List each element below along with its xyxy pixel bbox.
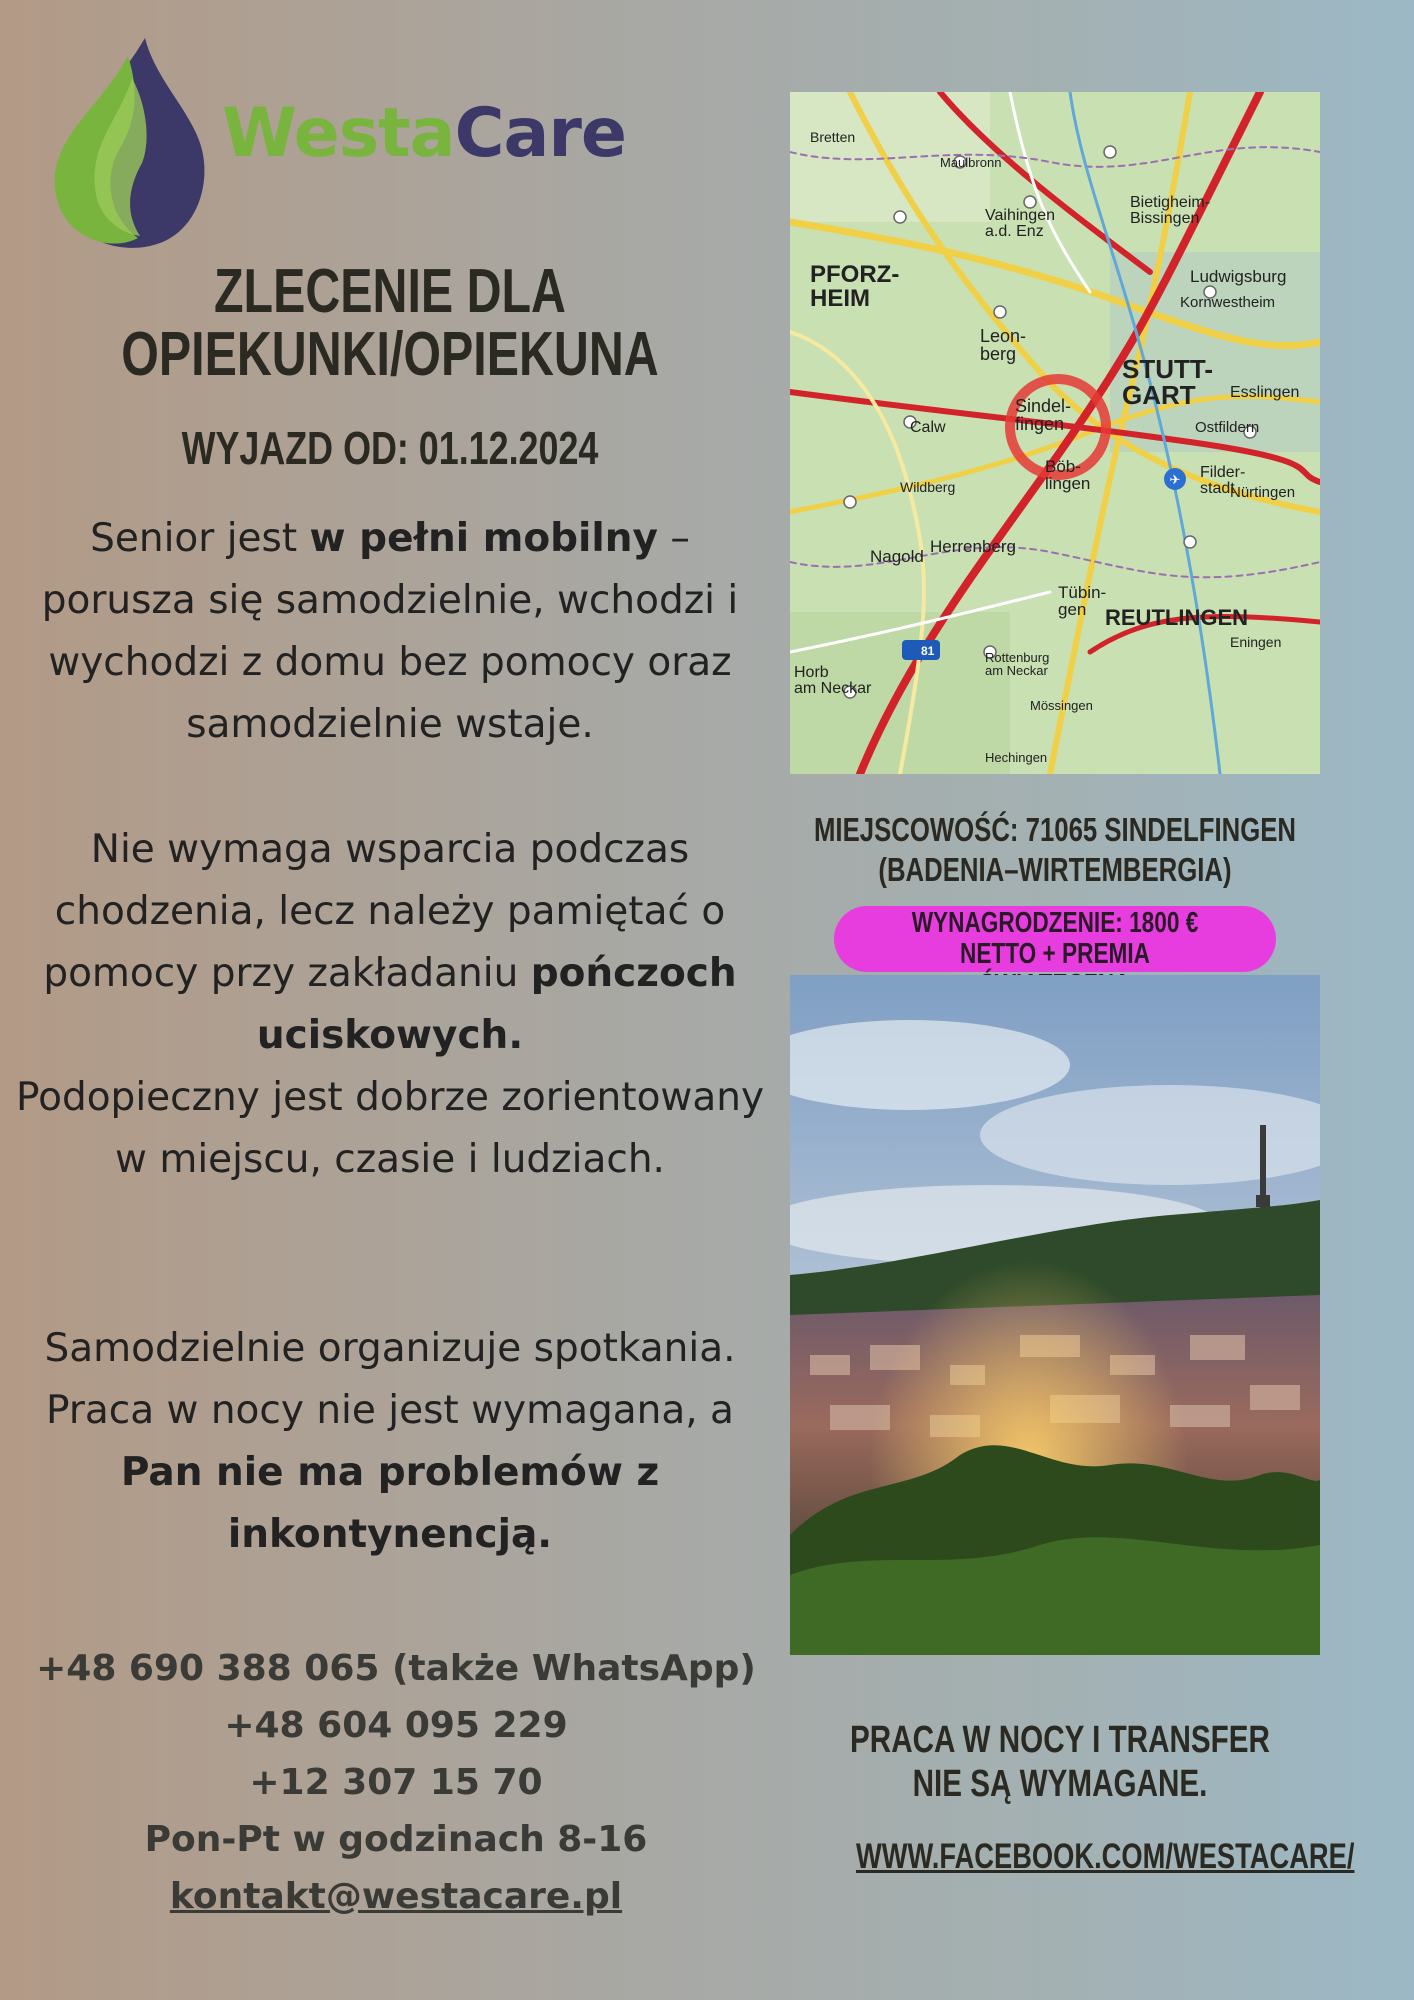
map-label: Bretten bbox=[810, 129, 856, 145]
map-label: PFORZ-HEIM bbox=[810, 261, 900, 312]
departure-date: WYJAZD OD: 01.12.2024 bbox=[181, 422, 599, 474]
p2-text-c: Podopieczny jest dobrze zorientowany w miejscu, czasie i ludziach. bbox=[15, 1075, 765, 1182]
phone-secondary[interactable]: +48 604 095 229 bbox=[224, 1705, 568, 1746]
p2-text-bold: pończoch uciskowych. bbox=[256, 951, 737, 1058]
night-work-note: PRACA W NOCY I TRANSFER NIE SĄ WYMAGANE. bbox=[850, 1719, 1270, 1805]
brand-wordmark bbox=[222, 94, 627, 173]
title-line1: ZLECENIE DLA bbox=[214, 257, 566, 326]
map-label: Nürtingen bbox=[1230, 484, 1296, 501]
stuttgart-city-photo bbox=[790, 975, 1320, 1655]
salary-line2: NETTO + PREMIA bbox=[959, 938, 1151, 970]
map-label: Esslingen bbox=[1230, 384, 1300, 401]
location-label: MIEJSCOWOŚĆ: 71065 SINDELFINGEN (BADENIA–WIRTEMBERGIA) bbox=[813, 811, 1297, 888]
phone-primary[interactable]: +48 690 388 065 (także WhatsApp) bbox=[36, 1648, 756, 1689]
map-label: Nagold bbox=[870, 547, 924, 566]
map-label: Ludwigsburg bbox=[1190, 267, 1287, 286]
map-label: Sindel-fingen bbox=[1015, 396, 1072, 434]
map-label: Bietigheim-Bissingen bbox=[1130, 194, 1211, 227]
brand-name-part2: Care bbox=[454, 94, 627, 173]
map-label: Filder-stadt bbox=[1200, 464, 1246, 497]
map-label: Wildberg bbox=[900, 479, 956, 495]
organization-paragraph bbox=[12, 1318, 768, 1566]
brand-name-part1: Westa bbox=[222, 94, 455, 173]
flame-drop-icon bbox=[55, 38, 205, 248]
map-label: Ostfildern bbox=[1195, 419, 1260, 436]
p3-text-a: Samodzielnie organizuje spotkania. Praca w nocy nie jest wymagana, a bbox=[44, 1326, 736, 1433]
map-label: Herrenberg bbox=[930, 537, 1016, 556]
p3-text-bold: Pan nie ma problemów z inkontynencją. bbox=[120, 1450, 660, 1557]
map-label: Böb-lingen bbox=[1045, 457, 1091, 493]
map-label: Eningen bbox=[1230, 634, 1282, 650]
office-hours: Pon-Pt w godzinach 8-16 bbox=[144, 1819, 648, 1860]
map-label: Tübin-gen bbox=[1058, 583, 1107, 619]
map-label: Calw bbox=[910, 419, 946, 436]
map-label: 81 bbox=[921, 644, 935, 658]
email-link[interactable]: kontakt@westacare.pl bbox=[169, 1876, 623, 1917]
support-paragraph bbox=[12, 819, 768, 1191]
phone-tertiary[interactable]: +12 307 15 70 bbox=[249, 1762, 543, 1803]
map-label: STUTT-GART bbox=[1122, 354, 1213, 410]
map-label: Leon-berg bbox=[980, 326, 1027, 364]
mobility-paragraph bbox=[12, 508, 768, 756]
map-label: REUTLINGEN bbox=[1105, 605, 1248, 630]
title-line2: OPIEKUNKI/OPIEKUNA bbox=[121, 320, 659, 389]
p1-text-c: – porusza się samodzielnie, wchodzi i wychodzi z domu bez pomocy oraz samodzielnie wstaje. bbox=[41, 516, 739, 747]
map-label: Horb am Neckar bbox=[794, 664, 872, 697]
map-label: Kornwestheim bbox=[1180, 294, 1276, 311]
salary-line1: WYNAGRODZENIE: 1800 € bbox=[911, 907, 1199, 939]
map-label: Hechingen bbox=[985, 750, 1048, 765]
facebook-link[interactable]: WWW.FACEBOOK.COM/WESTACARE/ bbox=[856, 1837, 1355, 1876]
svg-text:✈: ✈ bbox=[1169, 473, 1181, 488]
p1-text-bold: w pełni mobilny bbox=[309, 516, 658, 561]
p1-text-a: Senior jest bbox=[90, 516, 310, 561]
map-label: Rottenburg am Neckar bbox=[985, 650, 1050, 678]
region-map bbox=[790, 92, 1320, 774]
map-label: Maulbronn bbox=[940, 155, 1002, 170]
map-label: Vaihingen a.d. Enz bbox=[985, 207, 1055, 240]
p2-text-a: Nie wymaga wsparcia podczas chodzenia, lecz należy pamiętać o pomocy przy zakładaniu bbox=[43, 827, 726, 996]
map-label: Mössingen bbox=[1030, 698, 1093, 713]
